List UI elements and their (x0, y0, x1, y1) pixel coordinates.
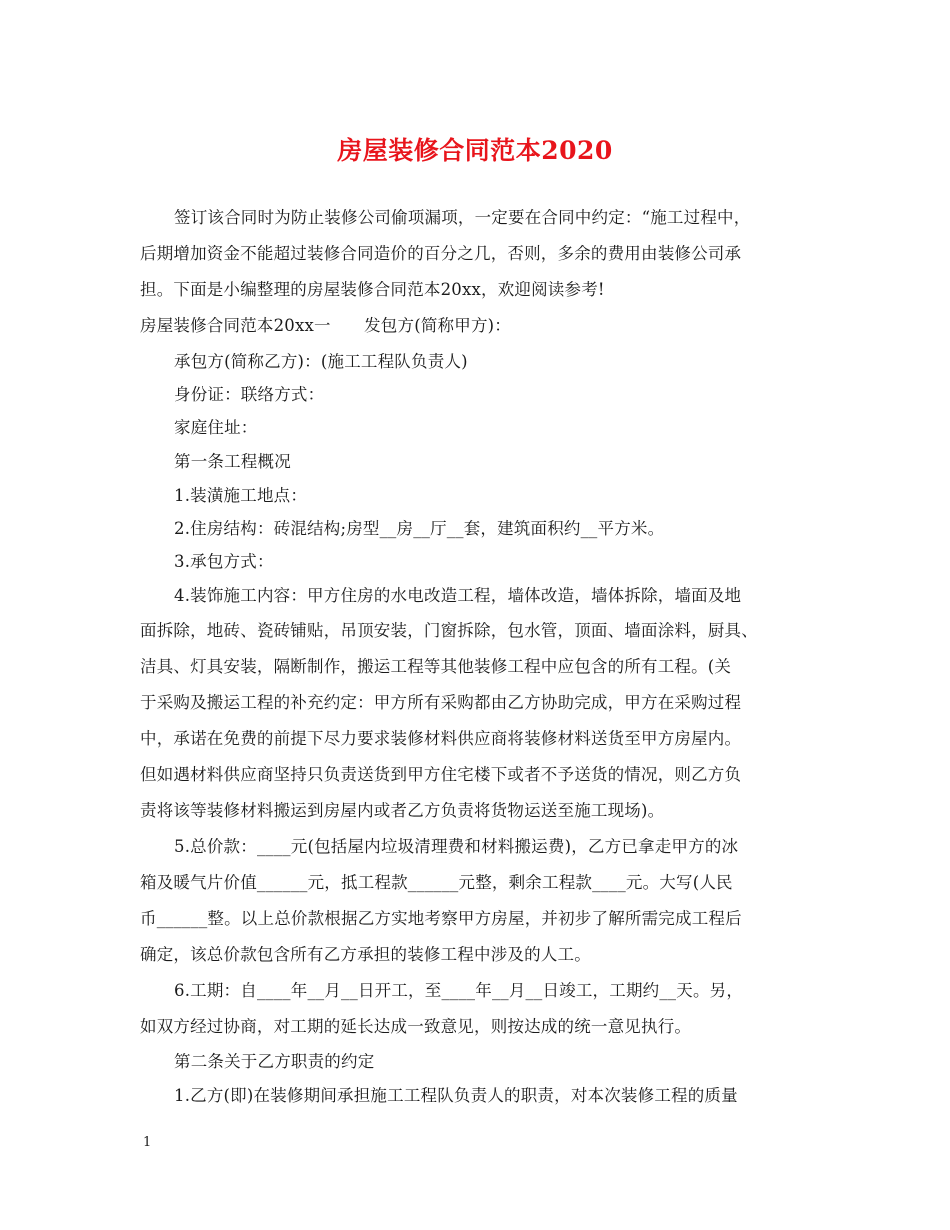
text-line: 但如遇材料供应商坚持只负责送货到甲方住宅楼下或者不予送货的情况，则乙方负 (140, 765, 742, 784)
text-line: 于采购及搬运工程的补充约定：甲方所有采购都由乙方协助完成，甲方在采购过程 (140, 693, 742, 712)
text-line: 5.总价款：____元(包括屋内垃圾清理费和材料搬运费)，乙方已拿走甲方的冰 (174, 837, 739, 856)
text-line: 1.装潢施工地点： (174, 486, 308, 505)
text-line: 后期增加资金不能超过装修合同造价的百分之几，否则，多余的费用由装修公司承 (140, 244, 742, 263)
text-line: 3.承包方式： (174, 552, 274, 571)
section-heading: 第一条工程概况 (174, 452, 291, 471)
text-line: 责将该等装修材料搬运到房屋内或者乙方负责将货物运送至施工现场)。 (140, 801, 665, 820)
text-line: 洁具、灯具安装，隔断制作，搬运工程等其他装修工程中应包含的所有工程。(关 (140, 657, 732, 676)
text-line: 币______整。以上总价款根据乙方实地考察甲方房屋，并初步了解所需完成工程后 (140, 909, 742, 928)
text-line: 承包方(简称乙方)：(施工工程队负责人) (174, 352, 468, 371)
text-line: 4.装饰施工内容：甲方住房的水电改造工程，墙体改造，墙体拆除，墙面及地 (174, 586, 742, 605)
text-line: 箱及暖气片价值______元，抵工程款______元整，剩余工程款____元。大写(人民 (140, 873, 733, 892)
section-heading: 第二条关于乙方职责的约定 (174, 1052, 375, 1071)
page-number: 1 (143, 1135, 152, 1150)
text-line: 签订该合同时为防止装修公司偷项漏项，一定要在合同中约定：“施工过程中， (174, 208, 751, 227)
text-line: 确定，该总价款包含所有乙方承担的装修工程中涉及的人工。 (140, 945, 591, 964)
document-title: 房屋装修合同范本2020 (337, 136, 613, 165)
text-line: 2.住房结构：砖混结构;房型__房__厅__套，建筑面积约__平方米。 (174, 519, 665, 538)
text-line: 1.乙方(即)在装修期间承担施工工程队负责人的职责，对本次装修工程的质量 (174, 1086, 738, 1105)
text-line: 家庭住址： (174, 418, 258, 437)
text-line: 6.工期：自____年__月__日开工，至____年__月__日竣工，工期约__天。另， (174, 981, 744, 1000)
text-line: 担。下面是小编整理的房屋装修合同范本20xx，欢迎阅读参考! (140, 280, 605, 299)
text-line: 房屋装修合同范本20xx一 发包方(简称甲方)： (140, 316, 511, 335)
text-line: 身份证：联络方式： (174, 385, 325, 404)
text-line: 中，承诺在免费的前提下尽力要求装修材料供应商将装修材料送货至甲方房屋内。 (140, 729, 742, 748)
text-line: 面拆除，地砖、瓷砖铺贴，吊顶安装，门窗拆除，包水管，顶面、墙面涂料，厨具、 (140, 621, 758, 640)
text-line: 如双方经过协商，对工期的延长达成一致意见，则按达成的统一意见执行。 (140, 1017, 692, 1036)
